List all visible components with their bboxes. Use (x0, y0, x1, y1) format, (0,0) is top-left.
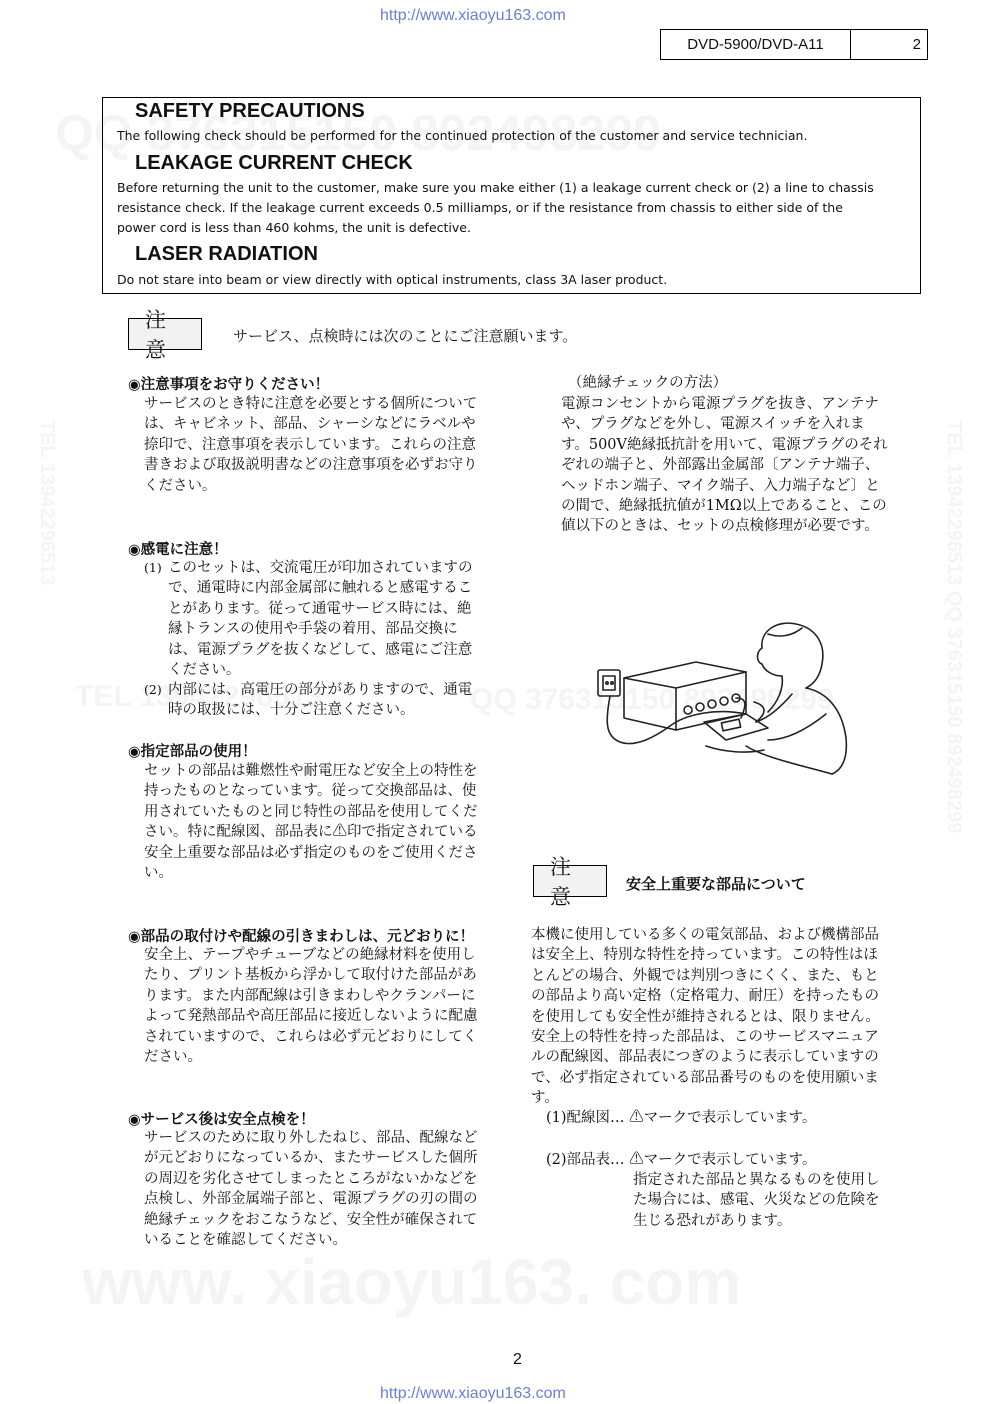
insulation-check-title: （絶縁チェックの方法） (568, 375, 728, 391)
header-box (660, 29, 928, 60)
technician (762, 623, 823, 688)
section-observe-precautions-body: サービスのとき特に注意を必要とする個所については、キャビネット、部品、シャーシなどにラベルや 捺印で、注意事項を表示しています。これらの注意 書きおよび取扱説明書などの注意事項を必ずお守り ください。 (144, 396, 478, 494)
section-safety-check-body: サービスのために取り外したねじ、部品、配線など が元どおりになっているか、またサービスした個所 の周辺を劣化させてしまったところがないかなどを 点検し、外部金属端子部と、電源プラグの刃の間の 絶縁チェックをおこなうなど、安全性が確保されて いることを確認してください。 (144, 1130, 478, 1249)
notice-text-2: 安全上重要な部品について (626, 875, 806, 893)
source-url-top[interactable]: http://www.xiaoyu163.com (380, 7, 566, 24)
electric-shock-item-2: (2) 内部には、高電圧の部分がありますので、通電 時の取扱には、十分ご注意ください。 (144, 682, 473, 719)
insulation-check-body: 電源コンセントから電源プラグを抜き、アンテナ や、プラグなどを外し、電源スイッチを入れま す。500V絶縁抵抗計を用いて、電源プラグのそれ ぞれの端子と、外部露出金属部〔アンテナ端子、 ヘッドホン端子、マイク端子、入力端子など〕と の間で、絶縁抵抗値が1MΩ以上であること、この 値以下のときは、セットの点検修理が必要です。 (561, 396, 888, 535)
safety-precautions-title: SAFETY PRECAUTIONS (135, 100, 365, 122)
equipment-unit (624, 662, 746, 730)
watermark-side-left (35, 420, 58, 585)
laser-radiation-title: LASER RADIATION (135, 243, 318, 265)
section-designated-parts-title: ◉指定部品の使用！ (128, 744, 257, 760)
insulation-check-illustration (596, 618, 876, 778)
source-url-bottom[interactable]: http://www.xiaoyu163.com (380, 1385, 566, 1402)
header-page-number: 2 (912, 36, 921, 53)
section-designated-parts-body: セットの部品は難燃性や耐電圧など安全上の特性を 持ったものとなっています。従って交換部品は、使 用されていたものと同じ特性の部品を使用してくだ さい。特に配線図、部品表に⚠印で指定されている 安全上重要な部品は必ず指定のものをご使用くださ い。 (144, 763, 478, 882)
footer-page-number: 2 (513, 1351, 522, 1368)
safety-parts-item-2-body: 指定された部品と異なるものを使用し た場合には、感電、火災などの危険を 生じる恐れがあります。 (633, 1172, 880, 1229)
item-2-number: (2) (144, 682, 162, 697)
watermark-side-right (942, 420, 965, 833)
safety-parts-item-2: (2)部品表… ⚠マークで表示しています。 (546, 1152, 817, 1168)
section-wiring-body: 安全上、テープやチューブなどの絶縁材料を使用し たり、プリント基板から浮かして取付けた部品があ ります。また内部配線は引きまわしやクランパーに よって発熱部品や高圧部品に接近しないように配慮 されていますので、これらは必ず元どおりにしてく ださい。 (144, 947, 478, 1066)
safety-precautions-body: The following check should be performed for the continued protection of the customer and service technician. (117, 128, 808, 143)
notice-text: サービス、点検時には次のことにご注意願います。 (233, 327, 578, 345)
section-safety-check-title: ◉サービス後は安全点検を！ (128, 1112, 315, 1128)
safety-box (102, 97, 921, 294)
safety-parts-body: 本機に使用している多くの電気部品、および機構部品 は安全上、特別な特性を持っています。この特性はほ とんどの場合、外観では判別つきにくく、また、もと の部品より高い定格（定格電力、耐圧）を持ったもの を使用しても安全性が維持されるとは、限りません。 安全上の特性を持った部品は、このサービスマニュア ルの配線図、部品表につぎのように表示していますの で、必ず指定されている部品番号のものを使用願いま す。 (531, 927, 880, 1107)
item-1-number: (1) (144, 560, 162, 575)
leakage-current-title: LEAKAGE CURRENT CHECK (135, 152, 413, 174)
notice-label: 注意 (128, 318, 202, 350)
section-observe-precautions-title: ◉注意事項をお守りください！ (128, 377, 330, 393)
notice-label-2: 注意 (533, 865, 607, 897)
section-electric-shock-title: ◉感電に注意！ (128, 542, 228, 558)
electric-shock-item-1: (1) このセットは、交流電圧が印加されていますの で、通電時に内部金属部に触れると感電するこ とがあります。従って通電サービス時には、絶 縁トランスの使用や手袋の着用、部品交換に は、電源プラグを抜くなどして、感電にご注意 ください。 (144, 560, 473, 679)
safety-parts-item-1: (1)配線図… ⚠マークで表示しています。 (546, 1110, 817, 1126)
laser-radiation-body: Do not stare into beam or view directly with optical instruments, class 3A laser product. (117, 272, 668, 287)
leakage-current-body: Before returning the unit to the customer, make sure you make either (1) a leakage current check or (2) a line to chassis resistance check. If the leakage current exceeds 0.5 milliamps, or if the resistance from chassis to either side of the power cord is less than 460 kohms, the unit is defective. (117, 180, 874, 235)
watermark-big (82, 1245, 741, 1319)
section-wiring-title: ◉部品の取付けや配線の引きまわしは、元どおりに！ (128, 929, 475, 945)
insulation-tester (704, 714, 768, 740)
model-number: DVD-5900/DVD-A11 (661, 30, 851, 59)
